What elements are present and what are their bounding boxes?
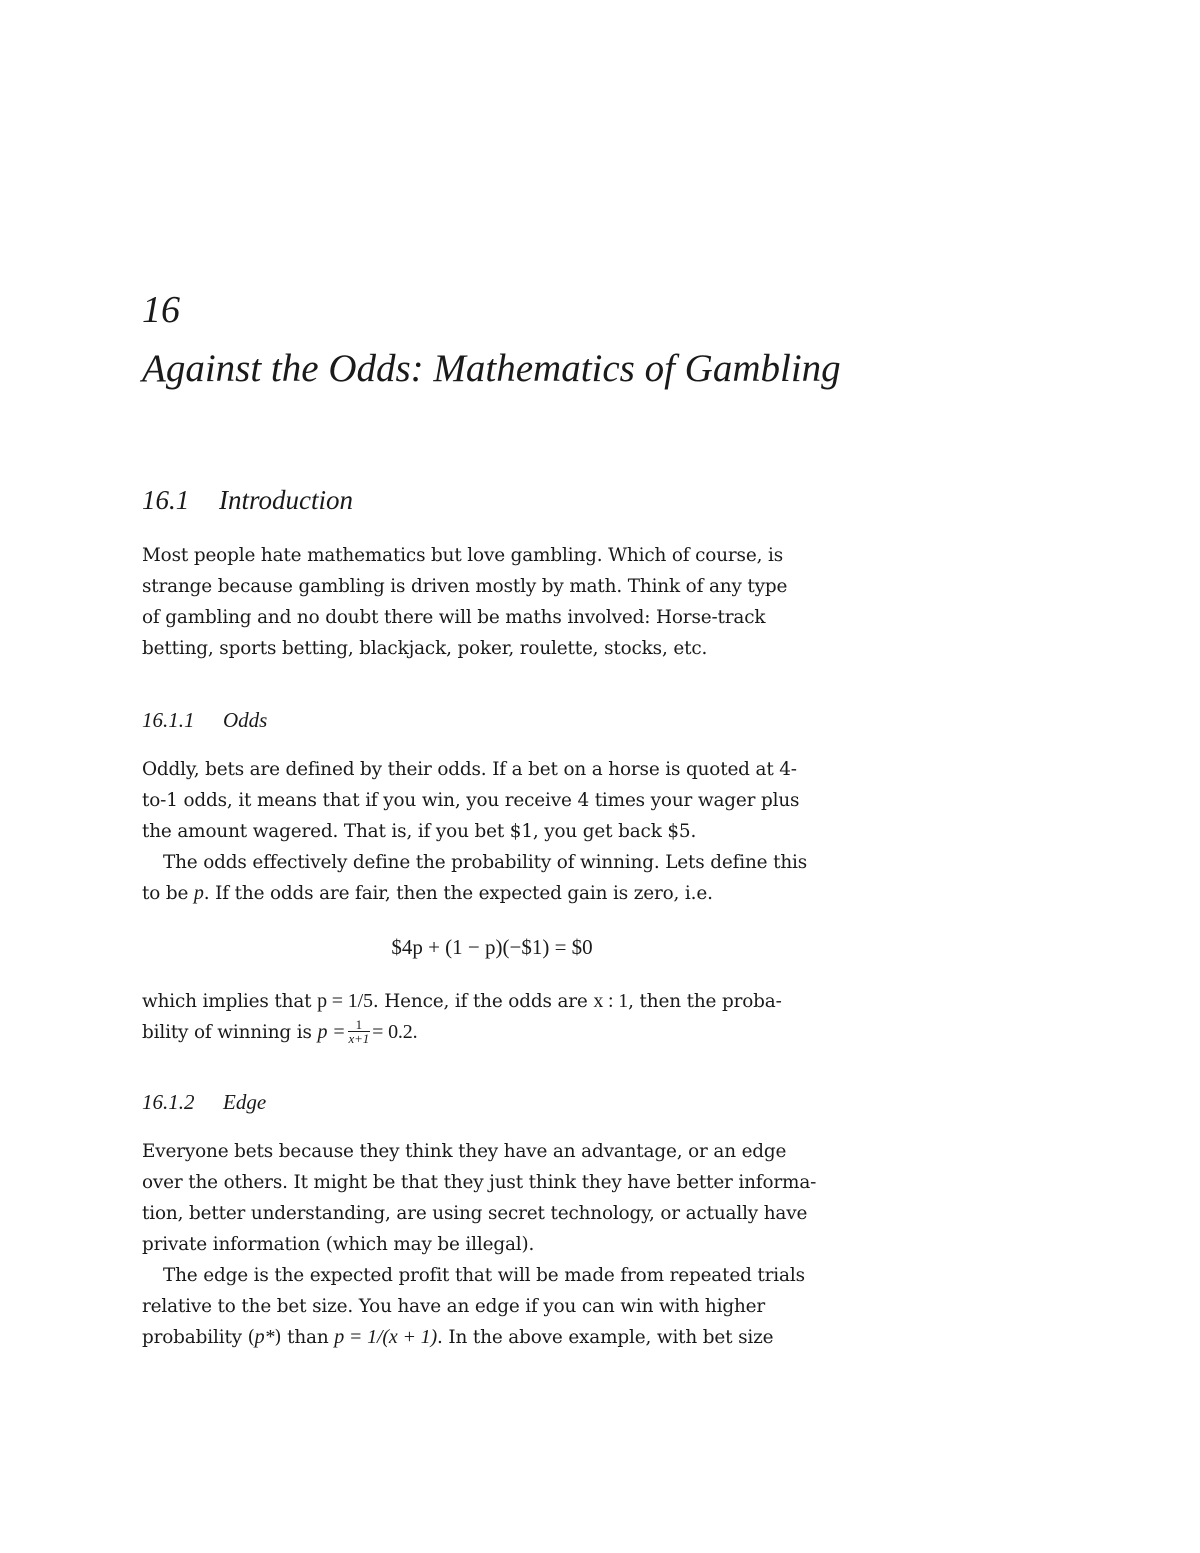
inline-math: x : 1	[593, 990, 629, 1012]
odds-paragraph-2	[142, 847, 842, 909]
text-line	[142, 986, 842, 1017]
section-title: Introduction	[219, 485, 353, 515]
fraction-numerator: 1	[355, 1016, 362, 1032]
text-line	[142, 1322, 842, 1353]
subsection-title: Edge	[223, 1090, 267, 1114]
text-fragment: . If the odds are fair, then the expected gain is zero, i.e.	[203, 883, 713, 904]
text-fragment: , then the proba-	[628, 991, 782, 1012]
text-line: strange because gambling is driven mostly by math. Think of any type	[142, 576, 788, 597]
chapter-title: Against the Odds: Mathematics of Gambling	[142, 347, 841, 390]
inline-math: p*	[254, 1326, 275, 1348]
text-fragment: . In the above example, with bet size	[437, 1327, 774, 1348]
inline-math: p =	[317, 1021, 346, 1043]
odds-paragraph-3	[142, 986, 842, 1048]
text-fragment: which implies that	[142, 991, 318, 1012]
text-line: betting, sports betting, blackjack, poker, roulette, stocks, etc.	[142, 638, 708, 659]
inline-math: p = 1/(x + 1)	[334, 1326, 438, 1348]
section-heading-introduction	[142, 483, 353, 517]
text-fragment: bility of winning is	[142, 1022, 318, 1043]
text-line	[142, 878, 842, 909]
math-variable: p	[193, 882, 204, 904]
fraction-denominator: x+1	[348, 1030, 370, 1046]
text-line: to-1 odds, it means that if you win, you receive 4 times your wager plus	[142, 790, 800, 811]
text-fragment: . Hence, if the odds are	[372, 991, 594, 1012]
text-line: Everyone bets because they think they have an advantage, or an edge	[142, 1141, 787, 1162]
subsection-heading-edge	[142, 1088, 266, 1116]
fraction	[348, 1018, 371, 1045]
subsection-title: Odds	[223, 708, 268, 732]
text-line: The odds effectively define the probability of winning. Lets define this	[163, 852, 808, 873]
text-fragment: probability (	[142, 1327, 255, 1348]
display-equation: $4p + (1 − p)(−$1) = $0	[391, 935, 593, 959]
section-number: 16.1	[142, 485, 190, 515]
intro-paragraph	[142, 540, 842, 664]
text-line: private information (which may be illegal).	[142, 1234, 535, 1255]
text-fragment: ) than	[274, 1327, 335, 1348]
text-line: over the others. It might be that they just think they have better informa-	[142, 1172, 817, 1193]
text-line: of gambling and no doubt there will be maths involved: Horse-track	[142, 607, 766, 628]
subsection-heading-odds	[142, 706, 267, 734]
edge-paragraph-2	[142, 1260, 842, 1353]
text-line: tion, better understanding, are using secret technology, or actually have	[142, 1203, 808, 1224]
chapter-number: 16	[142, 289, 180, 331]
text-line: The edge is the expected profit that will be made from repeated trials	[163, 1265, 805, 1286]
text-line: the amount wagered. That is, if you bet $1, you get back $5.	[142, 821, 697, 842]
text-line: relative to the bet size. You have an edge if you can win with higher	[142, 1296, 766, 1317]
inline-math: = 0.2.	[372, 1021, 418, 1043]
edge-paragraph-1	[142, 1136, 842, 1260]
text-fragment: to be	[142, 883, 194, 904]
text-line: Most people hate mathematics but love gambling. Which of course, is	[142, 545, 783, 566]
subsection-number: 16.1.2	[142, 1090, 195, 1114]
text-line	[142, 1017, 842, 1048]
inline-math: p = 1/5	[317, 990, 373, 1012]
subsection-number: 16.1.1	[142, 708, 195, 732]
odds-paragraph-1	[142, 754, 842, 847]
text-line: Oddly, bets are defined by their odds. If a bet on a horse is quoted at 4-	[142, 759, 797, 780]
